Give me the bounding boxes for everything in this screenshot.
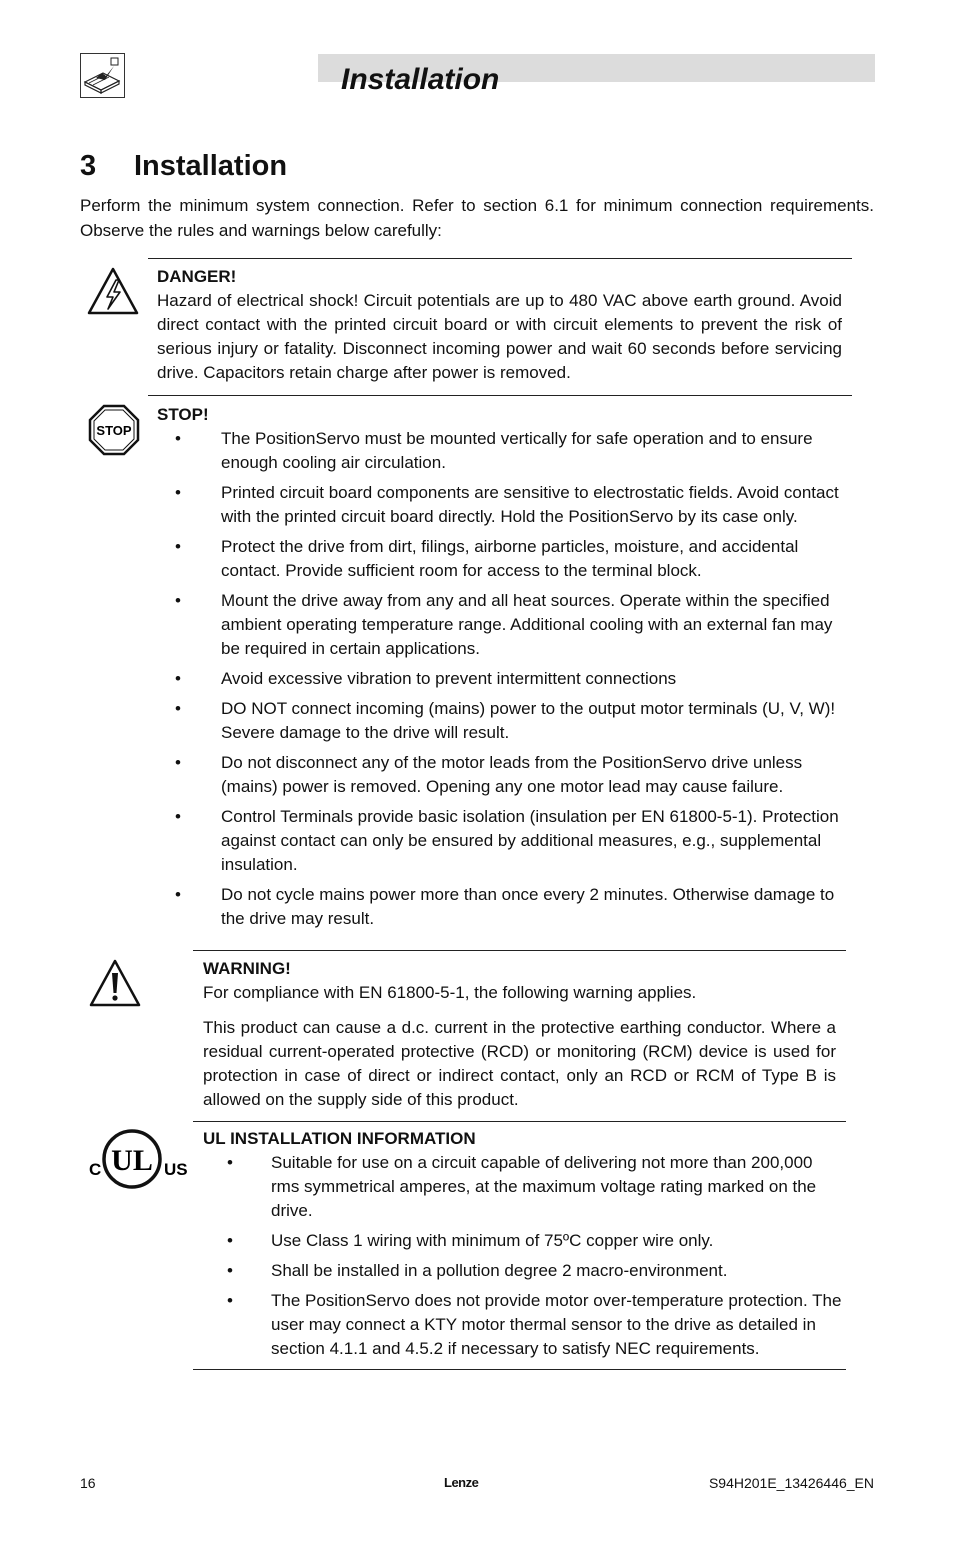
chapter-number: 3: [80, 150, 97, 182]
brand-logo: Lenze: [444, 1475, 479, 1490]
stop-section: [157, 403, 847, 937]
list-item: • Suitable for use on a circuit capable of delivering not more than 200,000 rms symmetrical amperes, at the maximum voltage rating marked on the drive.: [227, 1153, 817, 1220]
stop-list: [157, 427, 847, 931]
danger-bottom-rule: [148, 395, 852, 396]
warning-section: [203, 957, 836, 1112]
ul-title: UL INSTALLATION INFORMATION: [203, 1129, 476, 1148]
warning-triangle-icon: [88, 958, 142, 1008]
page-number: 16: [80, 1475, 96, 1491]
document-id: S94H201E_13426446_EN: [708, 1475, 874, 1491]
high-voltage-icon: [86, 266, 140, 316]
header-title: Installation: [341, 63, 500, 96]
chapter-heading: [80, 148, 287, 184]
danger-title: DANGER!: [157, 267, 237, 286]
list-item: • Mount the drive away from any and all heat sources. Operate within the specified ambient operating temperature range. Additional cooling with an external fan may be required in certain applications.: [175, 591, 833, 658]
chapter-title: Installation: [134, 150, 288, 182]
intro-paragraph: Perform the minimum system connection. Refer to section 6.1 for minimum connection requirements. Observe the rules and warnings below carefully:: [80, 196, 874, 240]
list-item: • The PositionServo does not provide motor over-temperature protection. The user may connect a KTY motor thermal sensor to the drive as detailed in section 4.1.1 and 4.5.2 if necessary to satisfy NEC requirements.: [227, 1291, 842, 1358]
list-item: • Printed circuit board components are sensitive to electrostatic fields. Avoid contact with the printed circuit board directly. Hold the PositionServo by its case only.: [175, 483, 839, 526]
list-item: • DO NOT connect incoming (mains) power to the output motor terminals (U, V, W)! Severe damage to the drive will result.: [175, 699, 836, 742]
svg-text:UL: UL: [111, 1144, 153, 1177]
ul-section: [203, 1127, 843, 1367]
stop-title: STOP!: [157, 405, 209, 424]
installation-icon: [80, 53, 125, 98]
cul-us-mark-icon: [86, 1128, 188, 1190]
warning-text-2: This product can cause a d.c. current in the protective earthing conductor. Where a residual current-operated protective (RCD) or monitoring (RCM) device is used for protection in case of direct or indirect contact, only an RCD or RCM of Type B is allowed on the supply side of this product.: [203, 1018, 836, 1109]
warning-title: WARNING!: [203, 959, 291, 978]
danger-text: Hazard of electrical shock! Circuit potentials are up to 480 VAC above earth ground. Avoid direct contact with the printed circuit board or with circuit elements to prevent the risk of serious injury or fatality. Disconnect incoming power and wait 60 seconds before servicing drive. Capacitors retain charge after power is removed.: [157, 291, 842, 382]
ul-bottom-rule: [193, 1369, 846, 1370]
warning-top-rule: [193, 950, 846, 951]
list-item: • Do not disconnect any of the motor leads from the PositionServo drive unless (mains) power is removed. Opening any one motor lead may cause failure.: [175, 753, 803, 796]
warning-bottom-rule: [193, 1121, 846, 1122]
svg-text:STOP: STOP: [96, 423, 132, 438]
list-item: • Shall be installed in a pollution degree 2 macro-environment.: [227, 1261, 728, 1280]
list-item: • Use Class 1 wiring with minimum of 75ºC copper wire only.: [227, 1231, 714, 1250]
stop-sign-icon: [88, 404, 140, 456]
svg-text:C: C: [89, 1160, 102, 1179]
danger-section: [157, 265, 842, 385]
ul-list: [203, 1151, 843, 1361]
list-item: • Protect the drive from dirt, filings, airborne particles, moisture, and accidental contact. Provide sufficient room for access to the terminal block.: [175, 537, 799, 580]
list-item: • Do not cycle mains power more than once every 2 minutes. Otherwise damage to the drive may result.: [175, 885, 835, 928]
list-item: • Avoid excessive vibration to prevent intermittent connections: [175, 669, 677, 688]
warning-text-1: For compliance with EN 61800-5-1, the following warning applies.: [203, 983, 697, 1002]
svg-text:US: US: [164, 1160, 188, 1179]
list-item: • Control Terminals provide basic isolation (insulation per EN 61800-5-1). Protection against contact can only be ensured by additional measures, e.g., supplemental insulation.: [175, 807, 839, 874]
danger-top-rule: [148, 258, 852, 259]
list-item: • The PositionServo must be mounted vertically for safe operation and to ensure enough cooling air circulation.: [175, 429, 813, 472]
